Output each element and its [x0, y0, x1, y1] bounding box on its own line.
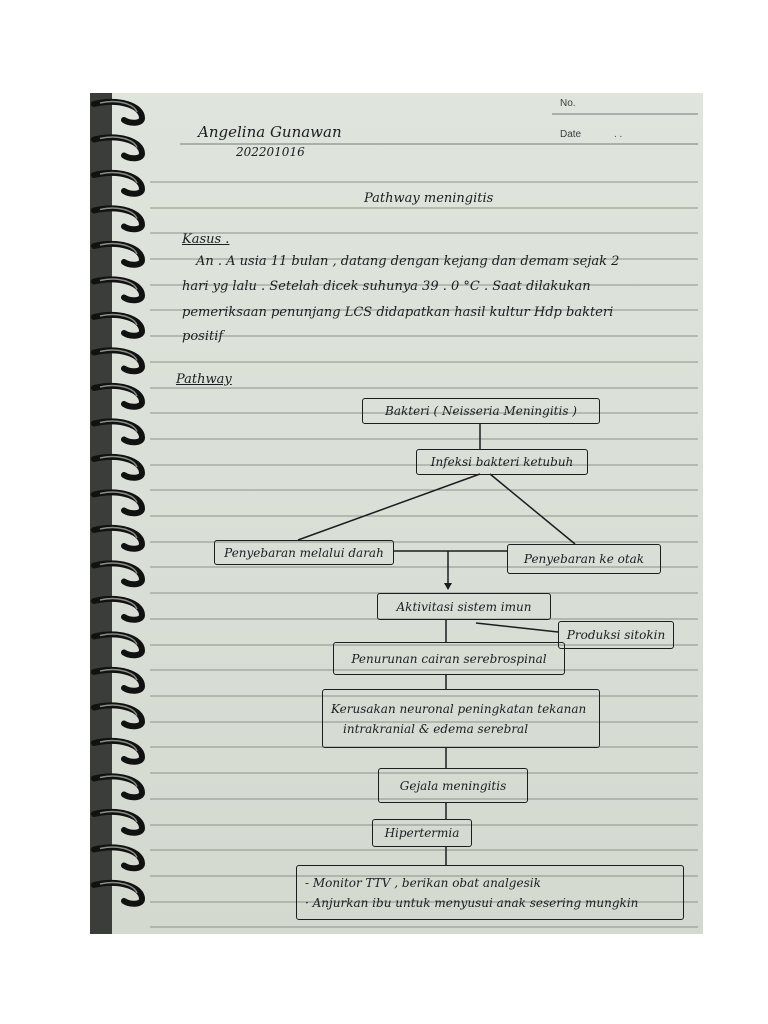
notebook-photo: [90, 93, 703, 934]
page-title: Pathway meningitis: [364, 191, 494, 206]
ruled-lines: [90, 93, 703, 934]
date-value: . .: [614, 129, 623, 140]
node-intervention-line: · Anjurkan ibu untuk menyusui anak sesering mungkin: [305, 895, 639, 910]
node-spread-brain: Penyebaran ke otak: [507, 544, 661, 574]
case-heading: Kasus .: [182, 232, 230, 247]
node-infection: Infeksi bakteri ketubuh: [416, 449, 588, 475]
no-label: No.: [560, 98, 576, 109]
binding-shadow: [90, 93, 112, 934]
node-cytokine: Produksi sitokin: [558, 621, 674, 649]
node-spread-blood: Penyebaran melalui darah: [214, 540, 394, 565]
case-line: pemeriksaan penunjang LCS didapatkan hasil kultur Hdp bakteri: [182, 305, 614, 320]
node-neuronal-damage: [322, 689, 600, 748]
node-intervention: [296, 865, 684, 920]
node-hyperthermia: Hipertermia: [372, 819, 472, 847]
node-intervention-line: - Monitor TTV , berikan obat analgesik: [305, 875, 541, 890]
author-name: Angelina Gunawan: [198, 123, 342, 141]
node-csf: Penurunan cairan serebrospinal: [333, 642, 565, 675]
node-neuronal-damage-line: Kerusakan neuronal peningkatan tekanan: [331, 701, 587, 716]
node-bacteria: Bakteri ( Neisseria Meningitis ): [362, 398, 600, 424]
student-id: 202201016: [236, 145, 305, 159]
case-line: An . A usia 11 bulan , datang dengan kejang dan demam sejak 2: [196, 254, 620, 269]
pathway-heading: Pathway: [176, 372, 232, 387]
case-line: hari yg lalu . Setelah dicek suhunya 39 . 0 °C . Saat dilakukan: [182, 279, 591, 294]
date-label: Date: [560, 129, 582, 140]
node-symptoms: Gejala meningitis: [378, 768, 528, 803]
node-neuronal-damage-line: intrakranial & edema serebral: [343, 721, 529, 736]
spiral-binding: [90, 93, 160, 934]
case-line: positif: [182, 329, 224, 344]
node-immune: Aktivitasi sistem imun: [377, 593, 551, 620]
